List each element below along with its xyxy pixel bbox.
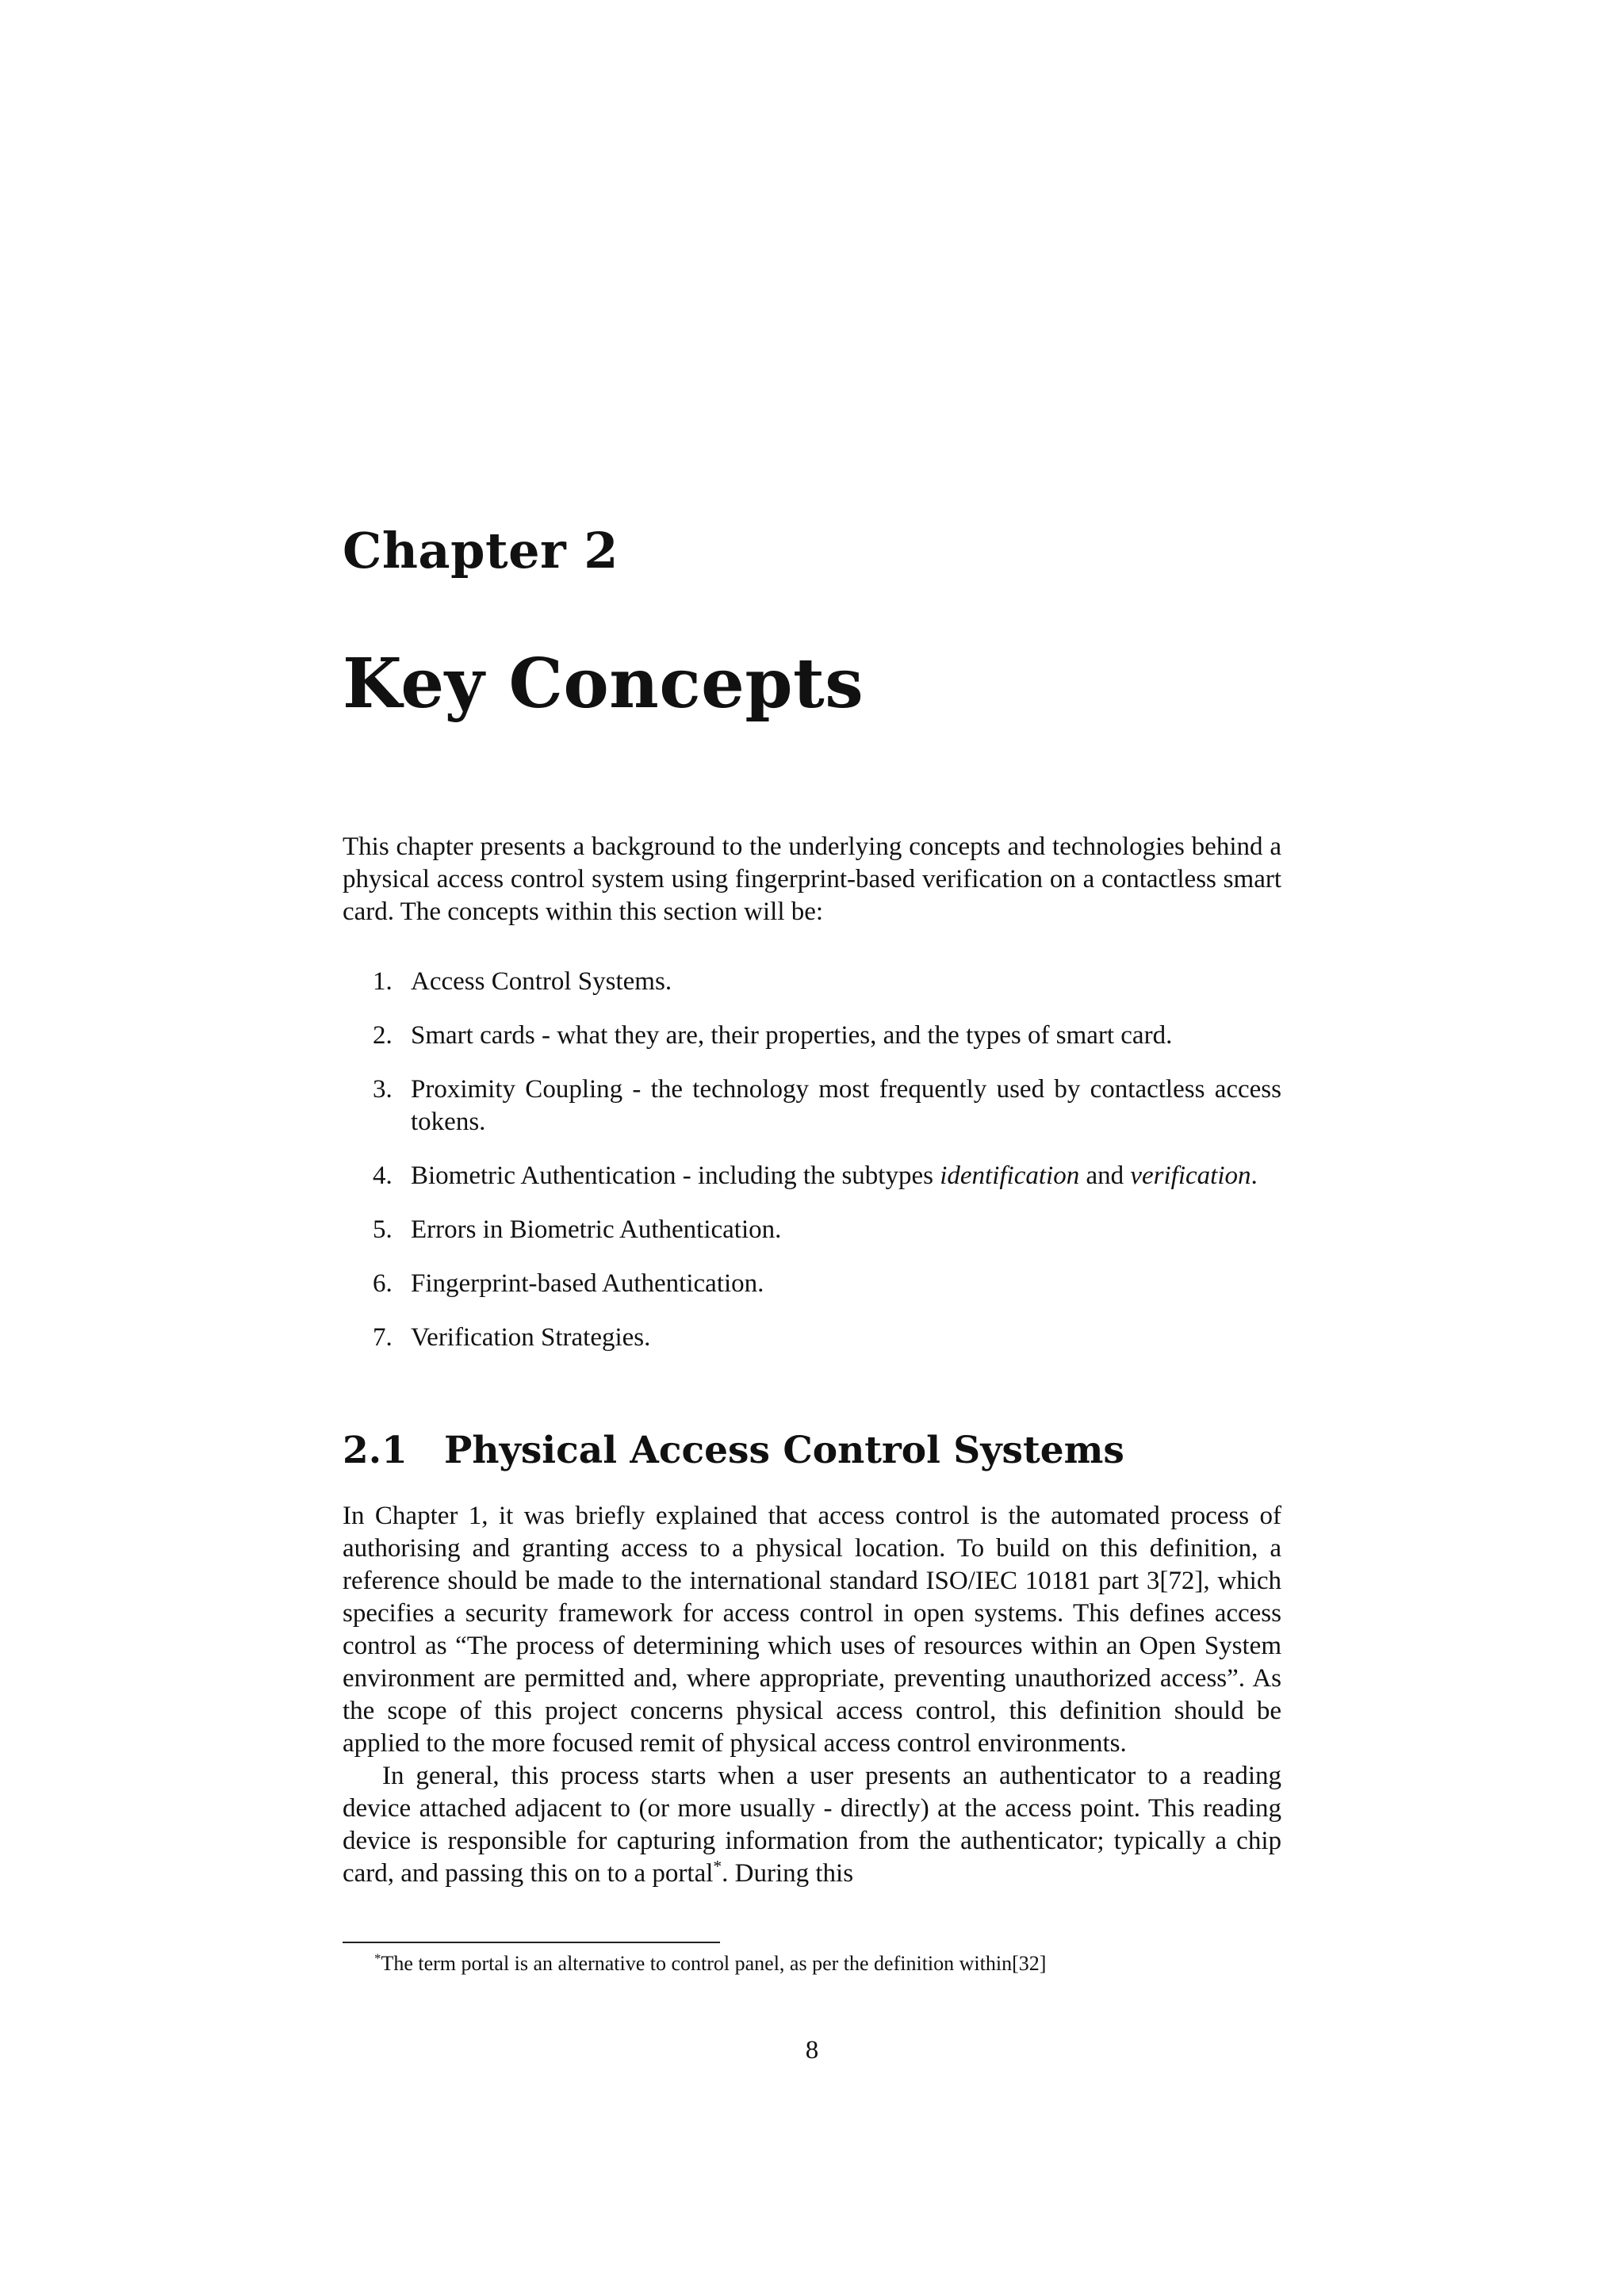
list-item	[343, 1268, 1281, 1300]
list-item	[343, 1160, 1281, 1192]
list-number: 2.	[373, 1021, 393, 1050]
section-title: Physical Access Control Systems	[444, 1429, 1124, 1472]
intro-paragraph: This chapter presents a background to the underlying concepts and technologies behind a physical access control system using fingerprint-based verification on a contactless smart card. The concepts within this section will be:	[343, 832, 1281, 926]
list-item-text: Access Control Systems.	[411, 967, 672, 996]
list-number: 6.	[373, 1269, 393, 1298]
footnote-reference[interactable]: *	[713, 1857, 722, 1876]
footnote-text: The term portal is an alternative to control panel, as per the definition within[32]	[381, 1952, 1047, 1975]
footnote-mark: *	[374, 1950, 381, 1966]
chapter-label: Chapter 2	[343, 522, 619, 580]
footnote-divider	[343, 1942, 720, 1943]
footnote	[343, 1950, 1281, 1977]
section-paragraph-2	[343, 1760, 1281, 1890]
list-number: 3.	[373, 1075, 393, 1104]
list-item-text: Biometric Authentication - including the subtypes	[411, 1161, 940, 1190]
list-item-text: Errors in Biometric Authentication.	[411, 1215, 782, 1244]
section-heading	[343, 1429, 1124, 1472]
concepts-list	[343, 966, 1281, 1376]
list-item-text: Proximity Coupling - the technology most frequently used by contactless access tokens.	[411, 1075, 1281, 1136]
list-item-text-end: .	[1251, 1161, 1258, 1190]
list-number: 1.	[373, 967, 393, 996]
section-body	[343, 1500, 1281, 1890]
emphasis-identification: identification	[940, 1161, 1080, 1190]
list-item-text: Fingerprint-based Authentication.	[411, 1269, 764, 1298]
section-paragraph-1: In Chapter 1, it was briefly explained that access control is the automated process of authorising and granting access to a physical location. To build on this definition, a reference should be made to the international standard ISO/IEC 10181 part 3[72], which specifies a security framework for access control in open systems. This defines access control as “The process of determining which uses of resources within an Open System environment are permitted and, where appropriate, preventing unauthorized access”. As the scope of this project concerns physical access control, this definition should be applied to the more focused remit of physical access control environments.	[343, 1502, 1281, 1758]
chapter-title: Key Concepts	[343, 644, 864, 724]
list-item-text-mid: and	[1079, 1161, 1131, 1190]
emphasis-verification: verification	[1130, 1161, 1251, 1190]
list-item-text: Smart cards - what they are, their properties, and the types of smart card.	[411, 1021, 1173, 1050]
list-item	[343, 966, 1281, 998]
list-item	[343, 1322, 1281, 1354]
paragraph-2-text: In general, this process starts when a user presents an authenticator to a reading device attached adjacent to (or more usually - directly) at the access point. This reading device is responsible for capturing information from the authenticator; typically a chip card, and passing this on to a portal	[343, 1762, 1281, 1888]
paragraph-2-text-end: . During this	[722, 1859, 854, 1888]
list-number: 5.	[373, 1215, 393, 1244]
list-item	[343, 1214, 1281, 1246]
list-number: 4.	[373, 1161, 393, 1190]
list-item	[343, 1020, 1281, 1052]
list-item	[343, 1073, 1281, 1138]
list-item-text: Verification Strategies.	[411, 1323, 651, 1352]
list-number: 7.	[373, 1323, 393, 1352]
section-number: 2.1	[343, 1429, 408, 1472]
page-number: 8	[805, 2036, 819, 2064]
